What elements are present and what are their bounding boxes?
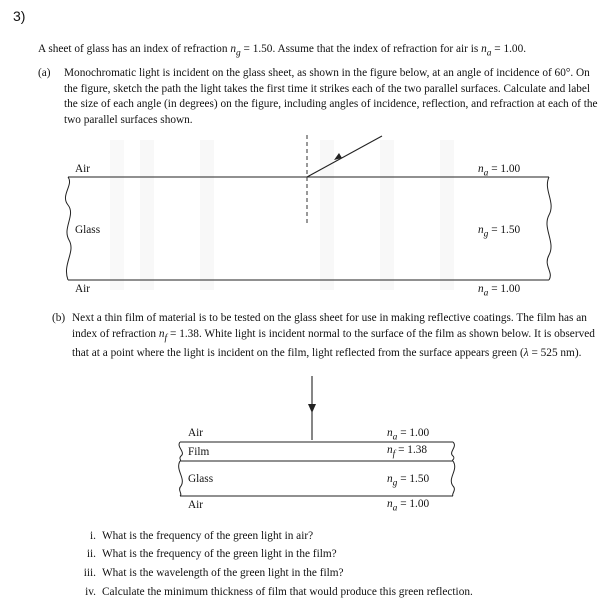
fig-b-na-top: $n_a = 1.00$	[387, 427, 430, 443]
intro-text: A sheet of glass has an index of refraction $n_g = 1.50$. Assume that the index of refraction for air is $n_a = 1.00$.	[38, 43, 527, 59]
fig-a-glass: Glass	[75, 224, 101, 236]
film-right-edge	[452, 442, 455, 461]
part-b-label: (b)	[52, 312, 66, 324]
fig-b-air-bottom: Air	[188, 499, 204, 511]
question-list-item: i. What is the frequency of the green light in air?	[90, 530, 314, 542]
question-list-item: iii. What is the wavelength of the green light in the film?	[83, 567, 344, 579]
glass-b-right-edge	[451, 461, 454, 496]
fig-a-ng: $n_g = 1.50$	[478, 224, 521, 240]
fig-b-film: Film	[188, 446, 210, 458]
fig-b-air-top: Air	[188, 427, 204, 439]
part-a-label: (a)	[38, 67, 51, 79]
fig-a-na-bottom: $n_a = 1.00$	[478, 283, 521, 299]
fig-a-air-bottom: Air	[75, 283, 91, 295]
film-left-edge	[179, 442, 182, 461]
part-b-text: Next a thin film of material is to be tested on the glass sheet for use in making reflective coatings. The film has an index of refraction $n_f = 1.38$. White light is incident normal to the surface of the film as shown below. It is observed that at a point where the light is incident on the film, light reflected from the surface appears green (λ = 525 nm).	[72, 312, 595, 360]
fig-b-ng: $n_g = 1.50$	[387, 473, 430, 489]
question-list-item: ii. What is the frequency of the green light in the film?	[86, 548, 337, 560]
fig-b-nf: $n_f = 1.38$	[387, 444, 428, 460]
fig-a-air-top: Air	[75, 163, 91, 175]
fig-a-na-top: $n_a = 1.00$	[478, 163, 521, 179]
fig-b-na-bottom: $n_a = 1.00$	[387, 498, 430, 514]
normal-incident-arrow	[308, 404, 316, 413]
glass-b-left-edge	[179, 461, 183, 496]
question-list-item: iv. Calculate the minimum thickness of film that would produce this green reflection.	[85, 586, 473, 598]
fig-b-glass: Glass	[188, 473, 214, 485]
problem-number: 3)	[13, 8, 26, 24]
part-a-text: Monochromatic light is incident on the glass sheet, as shown in the figure below, at an angle of incidence of 60°. On the figure, sketch the path the light takes the first time it strikes each of the two parallel surfaces. Calculate and label the size of each angle (in degrees) on the figure, including angles of incidence, reflection, and refraction at each of the two parallel surfaces shown.	[64, 67, 598, 126]
